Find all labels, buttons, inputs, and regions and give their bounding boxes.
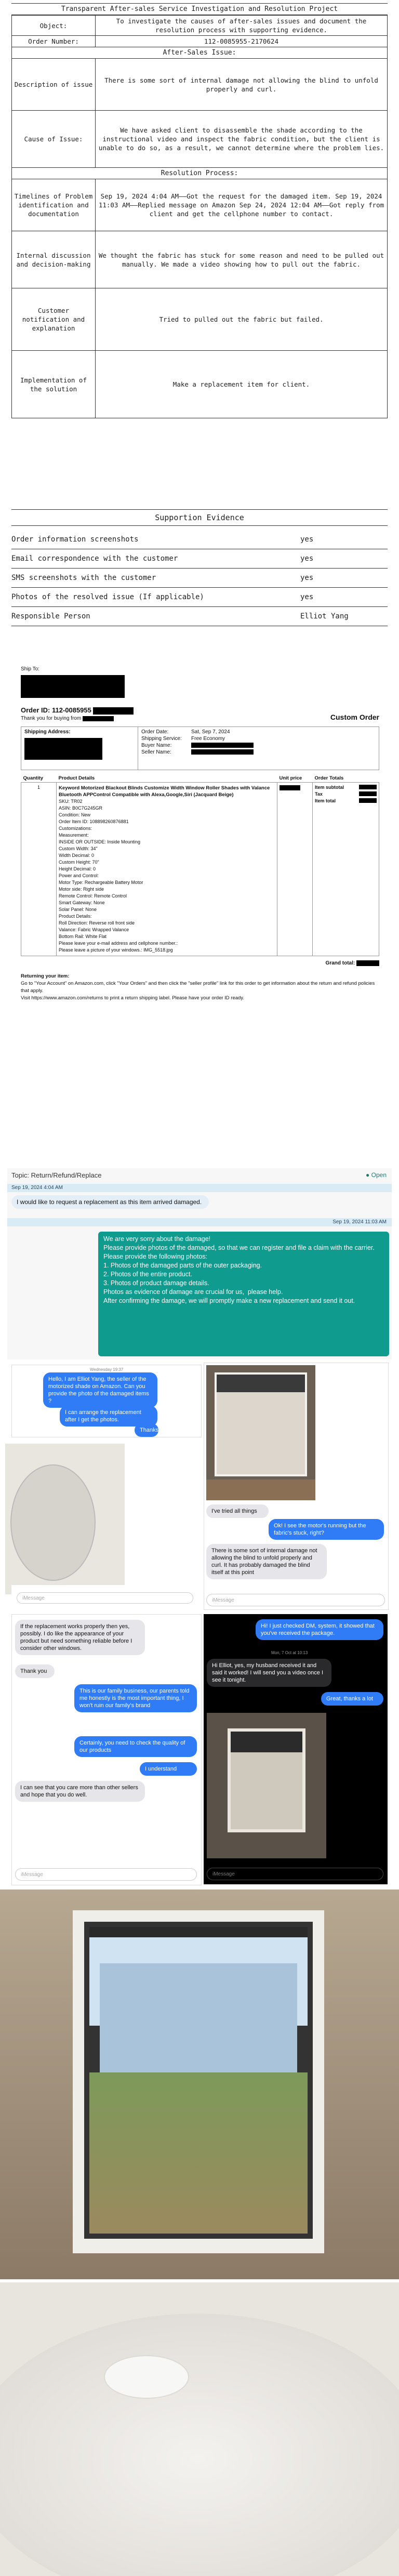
support-row-label: SMS screenshots with the customer — [11, 574, 156, 582]
return-note — [21, 973, 379, 1002]
sms-outgoing: I understand — [140, 1762, 197, 1776]
sms-outgoing: This is our family business, our parents told me honestly is the most important thing, I won't ruin our family's brand — [74, 1684, 197, 1712]
open-status[interactable] — [366, 1171, 387, 1179]
blind-roll — [89, 1927, 308, 1937]
product-detail-line: ASIN: B0C7G245GR — [59, 805, 103, 811]
order-meta — [138, 727, 295, 770]
seller-label: Seller Name: — [141, 749, 171, 756]
support-row-value: yes — [300, 574, 314, 582]
redacted-seller — [83, 716, 114, 721]
support-row — [11, 588, 388, 607]
ship-to-label: Ship To: — [21, 666, 39, 672]
redacted-address — [21, 675, 125, 698]
customer-value: Tried to pulled out the fabric but failed. — [96, 288, 388, 351]
support-row — [11, 530, 388, 549]
description-label: Description of issue — [12, 59, 96, 111]
shipping-address-label: Shipping Address: — [24, 729, 71, 735]
item-quantity: 1 — [21, 783, 57, 956]
product-detail-line: Valance: Fabric Wrapped Valance — [59, 927, 129, 933]
return-text: Go to "Your Account" on Amazon.com, click "Your Orders" and then click the "seller profile" link for this order to get information about the return and refund policies that apply. — [21, 980, 375, 994]
item-total-label: Item total — [315, 798, 336, 804]
sms-outgoing: Great, thanks a lot — [321, 1692, 383, 1706]
support-row-label: Responsible Person — [11, 612, 90, 620]
support-row — [11, 569, 388, 588]
sms-screenshot-d — [204, 1614, 388, 1884]
col-unit-price: Unit price — [277, 774, 313, 783]
open-label: Open — [371, 1171, 387, 1179]
shipping-service: Free Economy — [191, 736, 225, 742]
item-subtotal-label: Item subtotal — [315, 785, 344, 790]
return-text-2: Visit https://www.amazon.com/returns to print a return shipping label. Please have your order ID ready. — [21, 995, 244, 1001]
product-detail-line: Please leave your e-mail address and cellphone number.: — [59, 941, 178, 946]
col-quantity: Quantity — [21, 774, 57, 783]
sms-incoming: There is some sort of internal damage not allowing the blind to unfold properly and curl. It has probably damaged the blind itself at this point — [206, 1544, 327, 1579]
timeline-label: Timelines of Problem identification and documentation — [12, 179, 96, 231]
redacted-price — [280, 785, 300, 790]
product-detail-line: Motor side: Right side — [59, 887, 104, 892]
report-table — [11, 15, 388, 418]
sms-input-strip — [11, 1585, 201, 1611]
sms-incoming: If the replacement works properly then yes, possibly. I do like the appearance of your product but need something reliable before I consider other windows. — [15, 1620, 145, 1655]
support-title: Supportion Evidence — [11, 509, 388, 526]
customer-label: Customer notification and explanation — [12, 288, 96, 351]
sms-outgoing: Thanks — [135, 1423, 158, 1437]
item-totals — [313, 783, 379, 956]
sms-outgoing: Hi! I just checked DM, system, it showed that you've received the package. — [256, 1619, 383, 1640]
redacted-buyer — [191, 743, 254, 748]
cause-value: We have asked client to disassemble the shade according to the instructional video and inspect the fabric condition, but the client is unable to do so, as a result, we cannot determine where the problem lies. — [96, 111, 388, 168]
grand-total-label: Grand total: — [325, 960, 355, 967]
product-detail-line: Condition: New — [59, 812, 91, 818]
order-value: 112-0085955-2170624 — [96, 36, 388, 47]
open-icon: ● — [366, 1171, 370, 1179]
message-date-2: Sep 19, 2024 11:03 AM — [332, 1219, 387, 1225]
support-row — [11, 607, 388, 626]
sms-time: Mon, 7 Oct at 10:13 — [271, 1650, 308, 1655]
product-detail-line: Solar Panel: None — [59, 907, 97, 913]
product-detail-line: Roll Direction: Reverse roll front side — [59, 920, 135, 926]
redacted-tax — [359, 791, 377, 796]
shipping-address-box — [21, 727, 138, 770]
sms-outgoing: I can arrange the replacement after I get the photos. — [60, 1406, 157, 1426]
date-band — [7, 1184, 392, 1192]
grand-total-row — [21, 960, 379, 966]
window-photo — [206, 1365, 315, 1500]
imessage-input[interactable]: iMessage — [17, 1592, 193, 1604]
product-detail-line: Please leave a picture of your windows.: IMG_5518.jpg — [59, 947, 173, 953]
redacted-subtotal — [359, 785, 377, 789]
thank-you-text: Thank you for buying from — [21, 716, 82, 722]
product-detail-line: Motor Type: Rechargeable Battery Motor — [59, 880, 143, 886]
item-unit-price — [277, 783, 313, 956]
imessage-input[interactable]: iMessage — [206, 1594, 385, 1606]
redacted-seller-name — [191, 749, 254, 755]
product-detail-line: INSIDE OR OUTSIDE: Inside Mounting — [59, 839, 141, 845]
customer-message: I would like to request a replacement as this item arrived damaged. — [11, 1195, 209, 1209]
sms-outgoing: Hello, I am Elliot Yang, the seller of the motorized shade on Amazon. Can you provide the photo of the damaged items ? — [43, 1372, 157, 1408]
product-detail-line: Width Decimal: 0 — [59, 853, 95, 858]
support-row-label: Email correspondence with the customer — [11, 554, 178, 563]
floor — [206, 1479, 315, 1500]
support-row-label: Photos of the resolved issue (If applicable) — [11, 593, 204, 601]
blind-roll — [231, 1732, 302, 1752]
product-detail-line: Order Item ID: 108898260876881 — [59, 819, 129, 825]
investigation-report — [11, 3, 388, 418]
round-table-top — [0, 2314, 399, 2576]
support-row-label: Order information screenshots — [11, 535, 139, 544]
object-label: Object: — [12, 16, 96, 36]
product-detail-line: SKU: TR02 — [59, 799, 83, 804]
support-row-value: yes — [300, 593, 314, 601]
window-view — [89, 1927, 308, 2234]
resolution-header: Resolution Process: — [12, 168, 388, 179]
sms-incoming: I've tried all things — [206, 1504, 269, 1518]
supporting-evidence — [11, 509, 388, 626]
product-detail-line: Bottom Rail: White Flat — [59, 934, 107, 940]
redacted-total — [359, 798, 377, 803]
tax-label: Tax — [315, 791, 323, 797]
message-date-1: Sep 19, 2024 4:04 AM — [11, 1185, 63, 1191]
sms-incoming: I can see that you care more than other sellers and hope that you do well. — [15, 1781, 145, 1802]
sms-screenshot-b — [204, 1363, 389, 1610]
redacted-grand-total — [356, 960, 379, 966]
topic-label: Topic: Return/Refund/Replace — [11, 1171, 102, 1179]
sms-screenshot-a — [11, 1365, 202, 1437]
order-date: Sat, Sep 7, 2024 — [191, 729, 230, 735]
product-detail-line: Power and Control: — [59, 873, 99, 879]
imessage-input[interactable]: iMessage — [15, 1868, 197, 1881]
seller-reply: We are very sorry about the damage! Please provide photos of the damaged, so that we can register and file a claim with the carrier. Please provide the following photos: 1. Photos of the damaged parts of the outer packaging. 2. Photos of the entire product. 3. Photos of product damage details. Photos as evidence of damage are crucial for us, please help. After confirming the damage, we will promptly make a new replacement and send it out. — [98, 1232, 389, 1356]
sms-screenshot-c — [11, 1614, 202, 1885]
resolved-window-photo — [0, 1890, 399, 2279]
shipping-service-label: Shipping Service: — [141, 736, 182, 742]
product-detail-line: Custom Height: 70" — [59, 860, 99, 865]
support-row-value: yes — [300, 535, 314, 544]
yard — [89, 2072, 308, 2234]
product-detail-line: Smart Gateway: None — [59, 900, 105, 906]
product-name: Keyword Motorized Blackout Blinds Customize Width Window Roller Shades with Valance Bluetooth APPControl Compatible with Alexa,Google,Siri (Jacquard Beige) — [59, 785, 270, 798]
product-detail-line: Height Decimal: 0 — [59, 866, 96, 872]
sms-incoming: Hi Elliot, yes, my husband received it and said it worked! I will send you a video once I see it tonight. — [207, 1659, 331, 1687]
col-order-totals: Order Totals — [313, 774, 379, 783]
product-detail-line: Custom Width: 34" — [59, 846, 98, 852]
implementation-value: Make a replacement item for client. — [96, 351, 388, 418]
return-title: Returning your item: — [21, 973, 70, 979]
sms-outgoing: Certainly, you need to check the quality of our products — [74, 1736, 197, 1757]
support-row-value: yes — [300, 554, 314, 563]
sms-time: Wednesday 19:37 — [90, 1367, 124, 1372]
after-sales-header: After-Sales Issue: — [12, 47, 388, 59]
item-details — [57, 783, 277, 956]
address-row — [21, 726, 379, 770]
round-table — [10, 1464, 96, 1581]
product-detail-line: Customizations: — [59, 826, 92, 831]
implementation-label: Implementation of the solution — [12, 351, 96, 418]
object-value: To investigate the causes of after-sales issues and document the resolution process with supporting evidence. — [96, 16, 388, 36]
support-row-value: Elliot Yang — [300, 612, 349, 620]
blind-roll — [217, 1375, 305, 1392]
redacted-shipping-address — [24, 738, 102, 760]
product-detail-list — [59, 798, 275, 954]
internal-value: We thought the fabric has stuck for some reason and need to be pulled out manually. We made a video showing how to pull out the fabric. — [96, 231, 388, 288]
product-detail-line: Measurement: — [59, 833, 89, 838]
order-label: Order Number: — [12, 36, 96, 47]
buyer-label: Buyer Name: — [141, 743, 172, 749]
order-id: Order ID: 112-0085955 — [21, 706, 91, 714]
description-value: There is some sort of internal damage not allowing the blind to unfold properly and curl. — [96, 59, 388, 111]
building — [100, 1963, 297, 2072]
slip-header — [21, 706, 379, 721]
order-date-label: Order Date: — [141, 729, 169, 735]
replacement-photo — [207, 1713, 326, 1858]
table-top-photo — [0, 2282, 399, 2576]
col-product-details: Product Details — [57, 774, 277, 783]
internal-label: Internal discussion and decision-making — [12, 231, 96, 288]
support-row — [11, 549, 388, 569]
imessage-input[interactable]: iMessage — [207, 1868, 383, 1880]
timeline-value: Sep 19, 2024 4:04 AM——Got the request for the damaged item. Sep 19, 2024 11:03 AM——Replied message on Amazon Sep 24, 2024 12:04 AM——Got reply from client and get the cellphone number to contact. — [96, 179, 388, 231]
amazon-message-screenshot — [7, 1168, 392, 1359]
table-photo — [5, 1444, 125, 1594]
packing-slip — [21, 666, 379, 1002]
custom-order-label: Custom Order — [330, 713, 379, 722]
report-title: Transparent After-sales Service Investigation and Resolution Project — [11, 3, 388, 15]
order-items-table — [21, 774, 379, 956]
sms-incoming: Thank you — [15, 1665, 55, 1678]
product-detail-line: Remote Control: Remote Control — [59, 893, 127, 899]
table-ornament — [104, 2355, 189, 2399]
cause-label: Cause of Issue: — [12, 111, 96, 168]
product-detail-line: Product Details: — [59, 914, 92, 919]
sms-outgoing: Ok! I see the motor's running but the fabric's stuck, right? — [269, 1519, 384, 1540]
redacted-order-suffix — [93, 707, 134, 715]
